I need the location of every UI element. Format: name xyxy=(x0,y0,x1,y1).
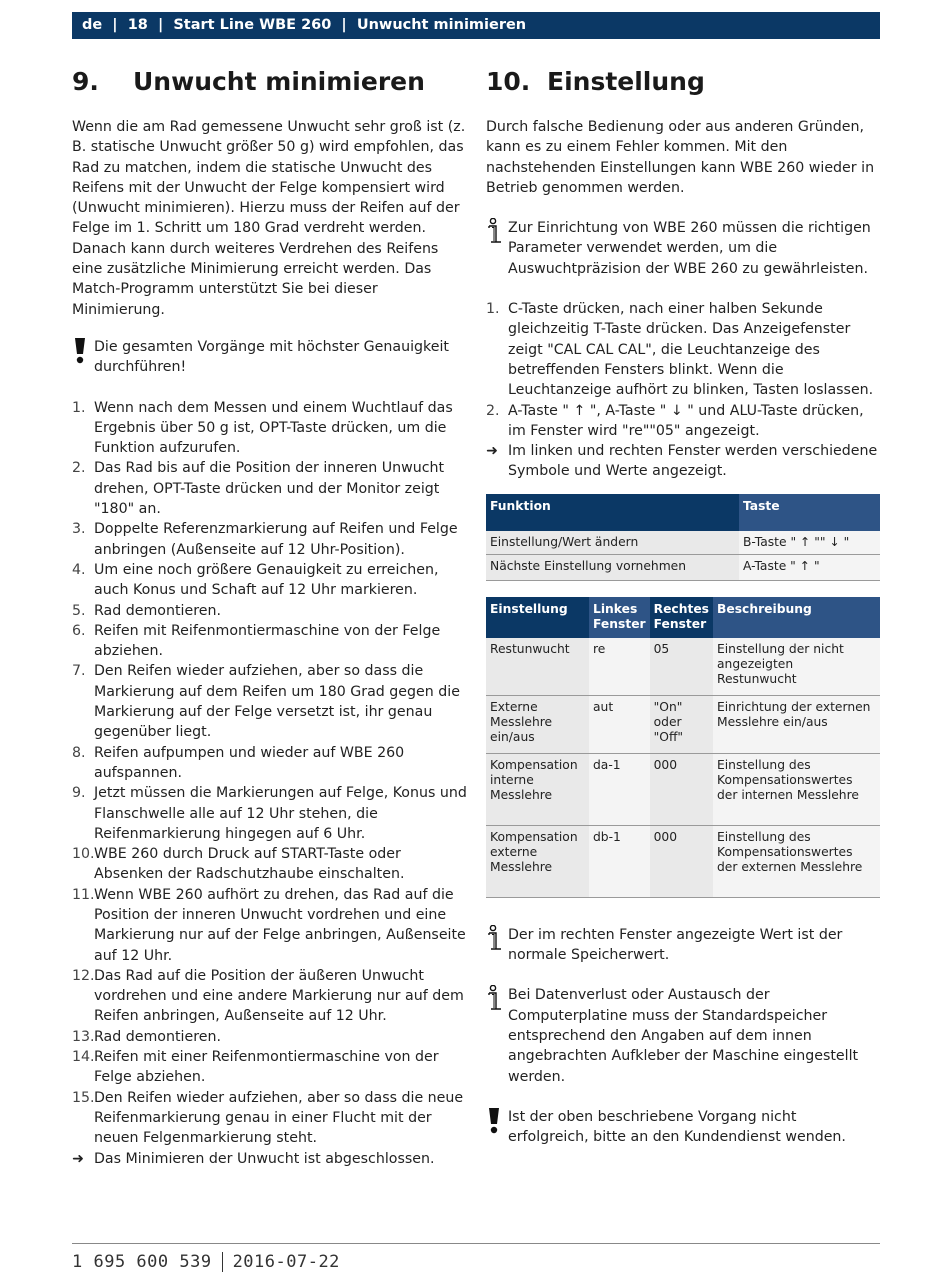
step-text: Reifen mit einer Reifenmontiermaschine von der Felge abziehen. xyxy=(94,1049,439,1086)
header-text: de | 18 | Start Line WBE 260 | Unwucht minimieren xyxy=(82,17,527,33)
settings-table xyxy=(486,597,880,898)
step-item xyxy=(486,401,880,442)
step-number: 9. xyxy=(72,785,86,802)
table-header-cell: Rechtes Fenster xyxy=(650,597,713,638)
step-number: 2. xyxy=(486,402,500,419)
step-text: Reifen mit Reifenmontiermaschine von der Felge abziehen. xyxy=(94,622,441,660)
step-item xyxy=(72,398,467,459)
step-list xyxy=(72,398,467,1149)
step-item xyxy=(72,783,467,844)
table-cell: B-Taste " ↑ "" ↓ " xyxy=(739,531,880,555)
result-text: Das Minimieren der Unwucht ist abgeschlossen. xyxy=(94,1150,435,1167)
table-cell: Restunwucht xyxy=(486,638,589,696)
step-number: 13. xyxy=(72,1028,95,1045)
step-text: Reifen aufpumpen und wieder auf WBE 260 aufspannen. xyxy=(94,744,405,781)
arrow-right-icon: ➜ xyxy=(486,443,498,460)
intro-paragraph: Durch falsche Bedienung oder aus anderen Gründen, kann es zu einem Fehler kommen. Mit den nachstehenden Einstellungen kann WBE 260 wieder in Betrieb genommen werden. xyxy=(486,119,875,196)
table-cell: 000 xyxy=(650,753,713,825)
step-number: 4. xyxy=(72,561,86,578)
warning-text: Ist der oben beschriebene Vorgang nicht erfolgreich, bitte an den Kundendienst wenden. xyxy=(508,1108,846,1146)
table-header-cell: Beschreibung xyxy=(713,597,880,638)
result-line xyxy=(486,441,880,482)
table-cell: re xyxy=(589,638,650,696)
warning-text: Die gesamten Vorgänge mit höchster Genauigkeit durchführen! xyxy=(94,338,449,376)
step-number: 8. xyxy=(72,744,86,761)
table-cell: "On" oder "Off" xyxy=(650,695,713,753)
step-text: Den Reifen wieder aufziehen, aber so dass die neue Reifenmarkierung genau in einer Flucht mit der neuen Felgenmarkierung steht. xyxy=(94,1089,464,1147)
info-text: Zur Einrichtung von WBE 260 müssen die richtigen Parameter verwendet werden, um die Auswuchtpräzision der WBE 260 zu gewährleisten. xyxy=(508,220,871,277)
table-header-cell: Einstellung xyxy=(486,597,589,638)
table-row xyxy=(486,825,880,897)
table-cell: Einstellung/Wert ändern xyxy=(486,531,739,555)
table-cell: Einstellung der nicht angezeigten Restunwucht xyxy=(713,638,880,696)
footer-divider xyxy=(72,1243,880,1244)
section-title: Unwucht minimieren xyxy=(133,67,425,96)
step-number: 10. xyxy=(72,846,95,863)
info-text: Bei Datenverlust oder Austausch der Computerplatine muss der Standardspeicher entsprechend den Angaben auf dem innen angebrachten Aufkleber der Maschine eingestellt werden. xyxy=(508,987,859,1085)
step-text: Wenn WBE 260 aufhört zu drehen, das Rad auf die Position der inneren Unwucht vordrehen und eine Markierung nur auf der Felge anbringen, Außenseite auf 12 Uhr. xyxy=(94,886,466,964)
table-cell: aut xyxy=(589,695,650,753)
info-icon xyxy=(486,218,506,248)
table-row xyxy=(486,753,880,825)
table-cell: Kompensation externe Messlehre xyxy=(486,825,589,897)
table-row xyxy=(486,554,880,580)
step-number: 5. xyxy=(72,602,86,619)
step-item xyxy=(72,458,467,519)
step-item xyxy=(72,560,467,601)
table-cell: Einrichtung der externen Messlehre ein/aus xyxy=(713,695,880,753)
step-item xyxy=(72,1088,467,1149)
step-number: 15. xyxy=(72,1089,95,1106)
step-text: Den Reifen wieder aufziehen, aber so dass die Markierung auf dem Reifen um 180 Grad gegen die Markierung auf der Felge versetzt ist, ihr genau gegenüber liegt. xyxy=(94,663,460,741)
step-list xyxy=(486,299,880,441)
footer-separator xyxy=(222,1252,223,1272)
exclamation-icon xyxy=(486,1107,506,1137)
arrow-right-icon: ➜ xyxy=(72,1150,84,1167)
step-number: 14. xyxy=(72,1049,95,1066)
step-text: Wenn nach dem Messen und einem Wuchtlauf das Ergebnis über 50 g ist, OPT-Taste drücken, um die Funktion aufzurufen. xyxy=(94,399,453,457)
result-line xyxy=(72,1149,467,1169)
section-title: Einstellung xyxy=(547,67,705,96)
table-cell: Nächste Einstellung vornehmen xyxy=(486,554,739,580)
info-note xyxy=(486,218,880,279)
warning-note xyxy=(486,1107,880,1148)
document-number: 1 695 600 539 xyxy=(72,1252,212,1272)
step-item xyxy=(72,621,467,662)
step-item xyxy=(72,1047,467,1088)
table-cell: 05 xyxy=(650,638,713,696)
table-header-cell: Taste xyxy=(739,494,880,531)
step-text: Das Rad bis auf die Position der inneren Unwucht drehen, OPT-Taste drücken und der Monitor zeigt "180" an. xyxy=(94,460,445,518)
step-item xyxy=(72,743,467,784)
table-header-cell: Linkes Fenster xyxy=(589,597,650,638)
step-item xyxy=(72,885,467,966)
table-header-cell: Funktion xyxy=(486,494,739,531)
table-row xyxy=(486,531,880,555)
table-cell: Externe Messlehre ein/aus xyxy=(486,695,589,753)
step-text: Um eine noch größere Genauigkeit zu erreichen, auch Konus und Schaft auf 12 Uhr markieren. xyxy=(94,561,439,599)
table-cell: da-1 xyxy=(589,753,650,825)
step-text: C-Taste drücken, nach einer halben Sekunde gleichzeitig T-Taste drücken. Das Anzeigefenster zeigt "CAL CAL CAL", die Leuchtanzeige des betreffenden Fensters blinkt. Wenn die Leuchtanzeige aufhört zu blinken, Tasten loslassen. xyxy=(508,301,874,399)
step-number: 12. xyxy=(72,967,95,984)
table-row xyxy=(486,695,880,753)
step-number: 3. xyxy=(72,521,86,538)
info-note xyxy=(486,985,880,1086)
step-number: 1. xyxy=(72,399,86,416)
info-text: Der im rechten Fenster angezeigte Wert ist der normale Speicherwert. xyxy=(508,926,843,964)
step-item xyxy=(72,661,467,742)
table-cell: Einstellung des Kompensationswertes der internen Messlehre xyxy=(713,753,880,825)
step-item xyxy=(72,966,467,1027)
section-10-heading xyxy=(486,64,880,100)
section-number: 9. xyxy=(72,67,99,96)
step-number: 6. xyxy=(72,622,86,639)
function-key-table xyxy=(486,494,880,581)
table-cell: Kompensation interne Messlehre xyxy=(486,753,589,825)
step-text: Rad demontieren. xyxy=(94,1028,221,1045)
step-item xyxy=(72,844,467,885)
document-date: 2016-07-22 xyxy=(232,1252,340,1272)
section-9-heading xyxy=(72,64,467,100)
step-text: Jetzt müssen die Markierungen auf Felge, Konus und Flanschwelle alle auf 12 Uhr stehen, die Reifenmarkierung hingegen auf 6 Uhr. xyxy=(94,785,467,842)
step-number: 1. xyxy=(486,301,500,318)
section-9 xyxy=(72,64,467,1169)
table-row xyxy=(486,638,880,696)
intro-paragraph: Wenn die am Rad gemessene Unwucht sehr groß ist (z. B. statische Unwucht größer 50 g) wird empfohlen, das Rad zu matchen, indem die statische Unwucht des Reifens mit der Unwucht der Felge kompensiert wird (Unwucht minimieren). Hierzu muss der Reifen auf der Felge im 1. Schritt um 180 Grad verdreht werden. Danach kann durch weiteres Verdrehen des Reifens eine zusätzliche Minimierung erreicht werden. Das Match-Programm unterstützt Sie bei dieser Minimierung. xyxy=(72,119,466,318)
step-text: Rad demontieren. xyxy=(94,602,221,619)
page-header xyxy=(72,12,880,39)
table-cell: A-Taste " ↑ " xyxy=(739,554,880,580)
step-item xyxy=(72,519,467,560)
step-number: 7. xyxy=(72,663,86,680)
section-10 xyxy=(486,64,880,1147)
step-text: A-Taste " ↑ ", A-Taste " ↓ " und ALU-Taste drücken, im Fenster wird "re""05" angezeigt. xyxy=(508,402,864,439)
step-item xyxy=(72,1027,467,1047)
step-number: 2. xyxy=(72,460,86,477)
page-footer xyxy=(72,1252,340,1272)
table-cell: Einstellung des Kompensationswertes der externen Messlehre xyxy=(713,825,880,897)
section-number: 10. xyxy=(486,67,531,96)
info-icon xyxy=(486,925,506,955)
info-icon xyxy=(486,985,506,1015)
result-text: Im linken und rechten Fenster werden verschiedene Symbole und Werte angezeigt. xyxy=(508,443,878,480)
step-text: Doppelte Referenzmarkierung auf Reifen und Felge anbringen (Außenseite auf 12 Uhr-Position). xyxy=(94,521,458,558)
step-text: Das Rad auf die Position der äußeren Unwucht vordrehen und eine andere Markierung nur auf dem Reifen anbringen, Außenseite auf 12 Uhr. xyxy=(94,967,464,1025)
step-item xyxy=(72,601,467,621)
table-cell: db-1 xyxy=(589,825,650,897)
warning-note xyxy=(72,337,467,378)
table-cell: 000 xyxy=(650,825,713,897)
step-item xyxy=(486,299,880,400)
info-note xyxy=(486,925,880,966)
exclamation-icon xyxy=(72,337,92,367)
step-number: 11. xyxy=(72,886,95,903)
step-text: WBE 260 durch Druck auf START-Taste oder Absenken der Radschutzhaube einschalten. xyxy=(94,846,405,883)
